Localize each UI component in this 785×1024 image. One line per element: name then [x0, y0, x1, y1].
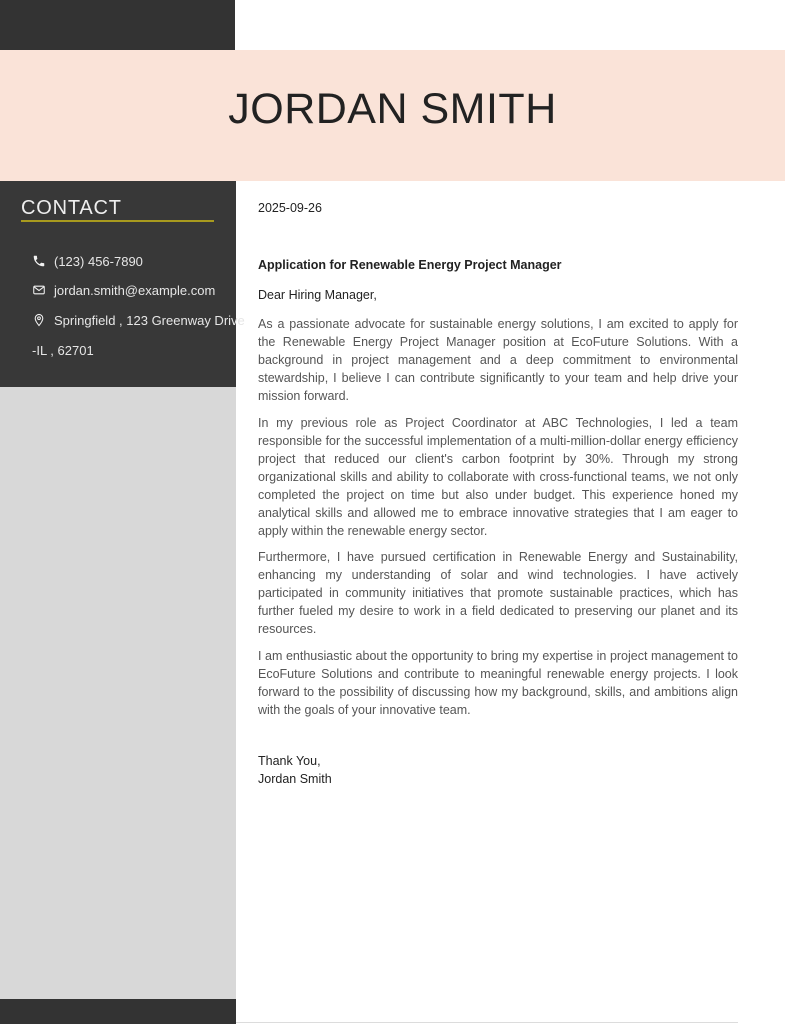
letter-signature-name: Jordan Smith [258, 772, 332, 786]
address-line-2: -IL , 62701 [32, 343, 94, 358]
contact-address [32, 312, 245, 330]
address-line-1: Springfield , 123 Greenway Drive [54, 313, 245, 328]
page-bottom-edge [236, 1022, 738, 1023]
contact-phone [32, 253, 143, 271]
letter-paragraph: I am enthusiastic about the opportunity to bring my expertise in project management to EcoFuture Solutions and contribute to meaningful renewable energy projects. I look forward to the possibility of discussing how my background, skills, and ambitions align with the goals of your innovative team. [258, 649, 738, 717]
letter-paragraph: In my previous role as Project Coordinator at ABC Technologies, I led a team responsible for the successful implementation of a multi-million-dollar energy efficiency project that reduced our client's carbon footprint by 30%. Through my strong organizational skills and ability to collaborate with cross-functional teams, we not only completed the project on time but also under budget. This experience honed my analytical skills and allowed me to embrace innovative strategies that I am eager to apply within the renewable energy sector. [258, 416, 738, 538]
contact-email [32, 282, 215, 300]
map-pin-icon [32, 313, 46, 327]
letter-paragraph: As a passionate advocate for sustainable energy solutions, I am excited to apply for the Renewable Energy Project Manager position at EcoFuture Solutions. With a background in project management and a deep commitment to environmental stewardship, I believe I can contribute significantly to your team and help drive your mission forward. [258, 317, 738, 403]
phone-icon [32, 254, 46, 268]
email-address: jordan.smith@example.com [54, 283, 216, 298]
contact-heading-underline [21, 220, 214, 222]
contact-heading: CONTACT [21, 197, 122, 219]
sidebar-bottom-block [0, 999, 236, 1024]
applicant-name: JORDAN SMITH [228, 85, 557, 133]
phone-number: (123) 456-7890 [54, 254, 143, 269]
letter-date: 2025-09-26 [258, 201, 322, 215]
envelope-icon [32, 283, 46, 297]
letter-subject: Application for Renewable Energy Project Manager [258, 258, 562, 272]
letter-salutation: Dear Hiring Manager, [258, 288, 377, 302]
letter-closing: Thank You, [258, 754, 321, 768]
sidebar-top-block [0, 0, 235, 50]
letter-paragraph: Furthermore, I have pursued certification in Renewable Energy and Sustainability, enhancing my understanding of solar and wind technologies. I have actively participated in community initiatives that promote sustainable practices, which has further fueled my desire to work in a field dedicated to preserving our planet and its resources. [258, 550, 738, 636]
